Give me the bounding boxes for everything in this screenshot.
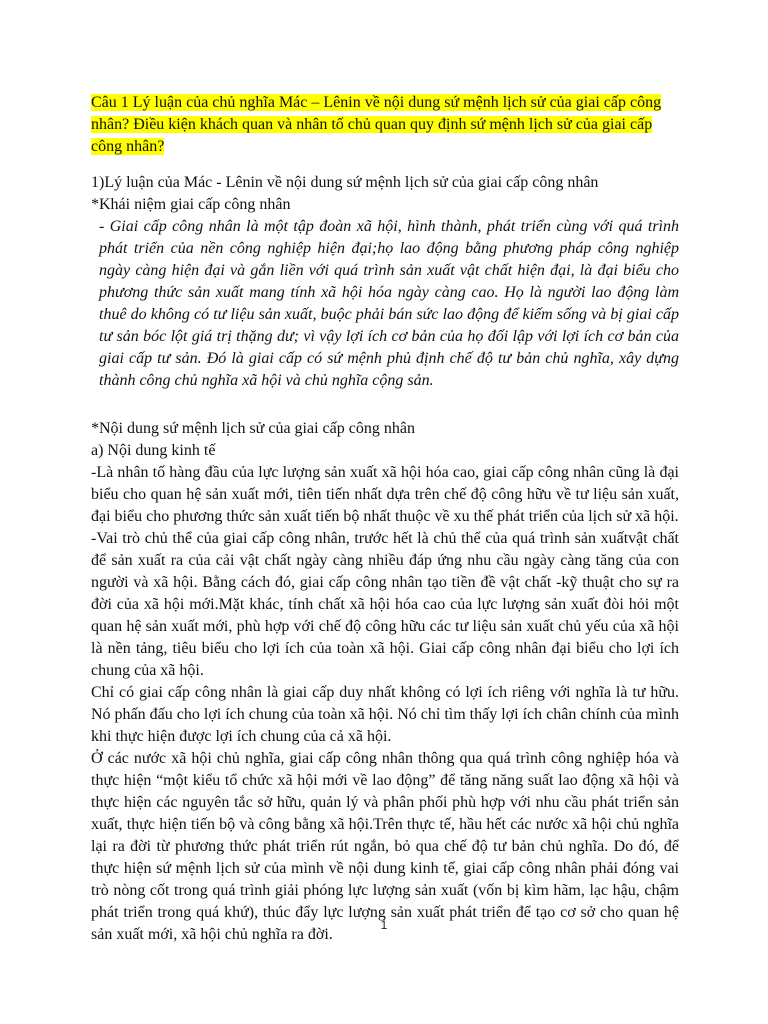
paragraph: Chỉ có giai cấp công nhân là giai cấp duy nhất không có lợi ích riêng với nghĩa là tư hữu. Nó phấn đấu cho lợi ích chung của toàn xã hội. Nó chỉ tìm thấy lợi ích chân chính của mình khi thực hiện được lợi ích chung của cả xã hội. [91, 684, 679, 745]
spacer [91, 392, 679, 418]
section1-heading: 1)Lý luận của Mác - Lênin về nội dung sứ mệnh lịch sử của giai cấp công nhân [91, 174, 599, 191]
page-content [91, 92, 679, 946]
question-heading [91, 92, 679, 158]
concept-definition: - Giai cấp công nhân là một tập đoàn xã hội, hình thành, phát triển cùng với quá trình phát triển của nền công nghiệp hiện đại;họ lao động bằng phương pháp công nghiệp ngày càng hiện đại và gắn liền với quá trình sản xuất vật chất hiện đại, là đại biểu cho phương thức sản xuất mang tính xã hội hóa ngày càng cao. Họ là người lao động làm thuê do không có tư liệu sản xuất, buộc phải bán sức lao động để kiếm sống và bị giai cấp tư sản bóc lột giá trị thặng dư; vì vậy lợi ích cơ bản của họ đối lập với lợi ích cơ bản của giai cấp tư sản. Đó là giai cấp có sứ mệnh phủ định chế độ tư bản chủ nghĩa, xây dựng thành công chủ nghĩa xã hội và chủ nghĩa cộng sản. [99, 218, 679, 389]
question-highlight: Câu 1 Lý luận của chủ nghĩa Mác – Lênin về nội dung sứ mệnh lịch sử của giai cấp công nhân? Điều kiện khách quan và nhân tố chủ quan quy định sứ mệnh lịch sử của giai cấp công nhân? [91, 94, 662, 155]
paragraph: -Là nhân tố hàng đầu của lực lượng sản xuất xã hội hóa cao, giai cấp công nhân cũng là đại biểu cho quan hệ sản xuất mới, tiên tiến nhất dựa trên chế độ công hữu về tư liệu sản xuất, đại biểu cho phương thức sản xuất tiến bộ nhất thuộc về xu thế phát triển của lịch sử xã hội. [91, 464, 679, 525]
economic-content-subheading: a) Nội dung kinh tế [91, 442, 216, 459]
paragraph: -Vai trò chủ thể của giai cấp công nhân, trước hết là chủ thể của quá trình sản xuấtvật chất để sản xuất ra của cải vật chất ngày càng nhiều đáp ứng nhu cầu ngày càng tăng của con người và xã hội. Bằng cách đó, giai cấp công nhân tạo tiền đề vật chất -kỹ thuật cho sự ra đời của xã hội mới.Mặt khác, tính chất xã hội hóa cao của lực lượng sản xuất đòi hỏi một quan hệ sản xuất mới, phù hợp với chế độ công hữu các tư liệu sản xuất chủ yếu của xã hội là nền tảng, tiêu biểu cho lợi ích của toàn xã hội. Giai cấp công nhân đại biểu cho lợi ích chung của xã hội. [91, 530, 679, 679]
spacer [91, 158, 679, 172]
page-number: 1 [380, 918, 388, 932]
section2-heading: *Nội dung sứ mệnh lịch sử của giai cấp công nhân [91, 420, 415, 437]
concept-heading: *Khái niệm giai cấp công nhân [91, 196, 291, 213]
paragraph: Ở các nước xã hội chủ nghĩa, giai cấp công nhân thông qua quá trình công nghiệp hóa và thực hiện “một kiểu tổ chức xã hội mới về lao động” để tăng năng suất lao động xã hội và thực hiện các nguyên tắc sở hữu, quản lý và phân phối phù hợp với nhu cầu phát triển sản xuất, thực hiện tiến bộ và công bằng xã hội.Trên thực tế, hầu hết các nước xã hội chủ nghĩa lại ra đời từ phương thức phát triển rút ngắn, bỏ qua chế độ tư bản chủ nghĩa. Do đó, để thực hiện sứ mệnh lịch sử của mình về nội dung kinh tế, giai cấp công nhân phải đóng vai trò nòng cốt trong quá trình giải phóng lực lượng sản xuất (vốn bị kìm hãm, lạc hậu, chậm phát triển trong quá khứ), thúc đẩy lực lượng sản xuất phát triển để tạo cơ sở cho quan hệ sản xuất mới, xã hội chủ nghĩa ra đời. [91, 750, 679, 943]
